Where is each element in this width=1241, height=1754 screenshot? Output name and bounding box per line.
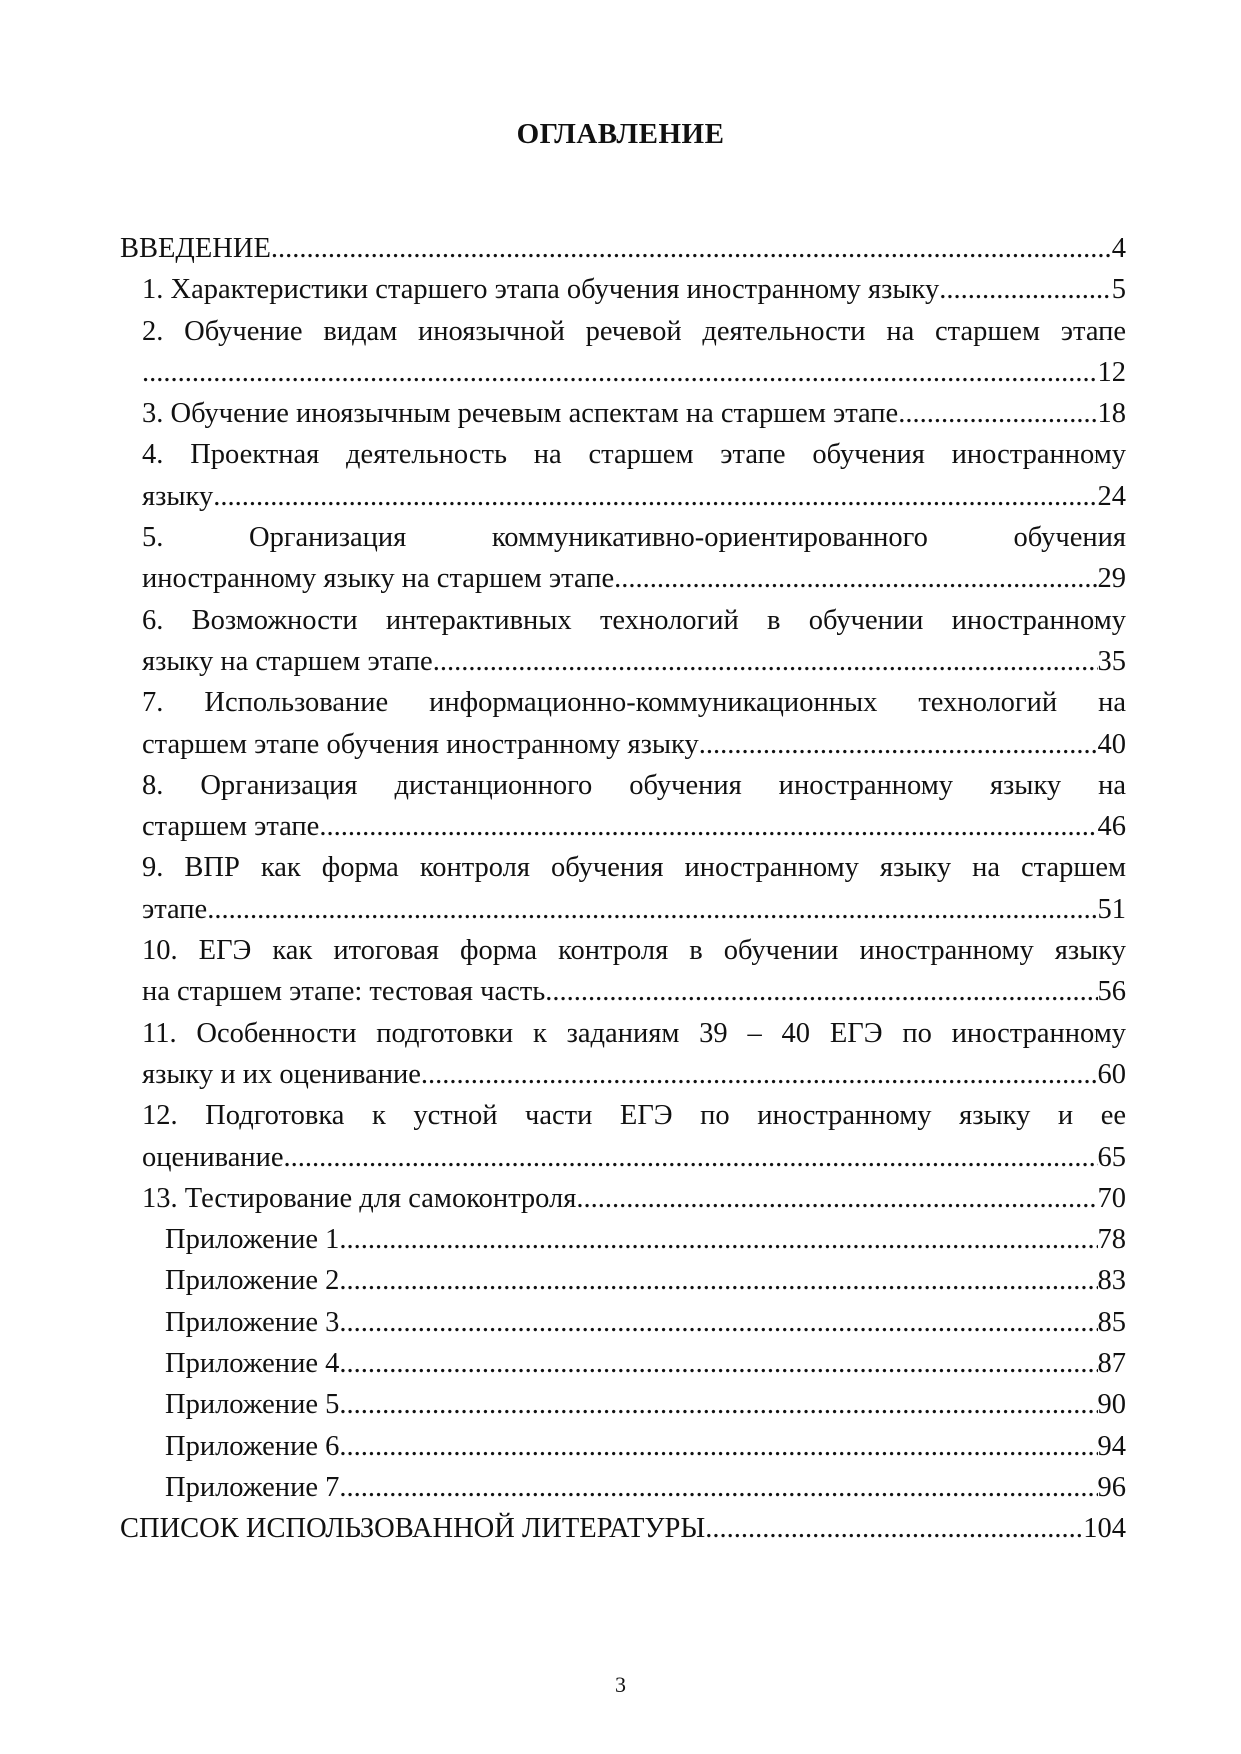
- dot-leader: [339, 1384, 1097, 1425]
- toc-entry-page: 29: [1097, 563, 1126, 595]
- dot-leader: [284, 1137, 1098, 1178]
- toc-entry-title-cont: языку на старшем этапе: [142, 645, 433, 677]
- toc-entry-title-cont: старшем этапе: [142, 811, 320, 843]
- toc-entry-4[interactable]: [120, 434, 1126, 517]
- toc-entry-page: 40: [1097, 728, 1126, 760]
- toc-entry-title: 9. ВПР как форма контроля обучения иностранному языку на старшем: [142, 852, 1126, 884]
- toc-entry-page: 70: [1097, 1182, 1126, 1214]
- toc-entry-page: 12: [1097, 356, 1126, 388]
- toc-entry-13[interactable]: [120, 1178, 1126, 1219]
- toc-entry-appendix-5[interactable]: [120, 1384, 1126, 1425]
- toc-entry-page: 96: [1097, 1471, 1126, 1503]
- toc-title: ОГЛАВЛЕНИЕ: [516, 118, 725, 150]
- toc-entry-page: 85: [1097, 1306, 1126, 1338]
- toc-entry-title-cont: языку: [142, 480, 214, 512]
- toc-entry-title: ВВЕДЕНИЕ: [120, 233, 271, 264]
- toc-entry-title: Приложение 2: [165, 1265, 340, 1297]
- toc-entry-2[interactable]: [120, 311, 1126, 394]
- dot-leader: [339, 1302, 1097, 1343]
- toc-entry-3[interactable]: [120, 393, 1126, 434]
- dot-leader: [705, 1508, 1083, 1549]
- dot-leader: [699, 724, 1098, 765]
- toc-entry-9[interactable]: [120, 847, 1126, 930]
- table-of-contents: [120, 228, 1126, 1550]
- toc-entry-page: 4: [1111, 233, 1126, 264]
- toc-entry-continuation: [142, 889, 1126, 930]
- toc-entry-title-cont: старшем этапе обучения иностранному языку: [142, 728, 699, 760]
- toc-entry-continuation: [142, 971, 1126, 1012]
- toc-entry-page: 24: [1097, 480, 1126, 512]
- toc-entry-appendix-3[interactable]: [120, 1302, 1126, 1343]
- toc-entry-title: Приложение 4: [165, 1348, 340, 1380]
- dot-leader: [614, 558, 1097, 599]
- toc-entry-title-cont: оценивание: [142, 1141, 284, 1173]
- toc-entry-continuation: [142, 1137, 1126, 1178]
- toc-entry-title: Приложение 3: [165, 1306, 340, 1338]
- toc-entry-page: 5: [1111, 274, 1126, 306]
- toc-entry-appendix-1[interactable]: [120, 1219, 1126, 1260]
- toc-entry-title: 1. Характеристики старшего этапа обучения иностранному языку: [142, 274, 940, 306]
- dot-leader: [207, 889, 1097, 930]
- toc-entry-title: СПИСОК ИСПОЛЬЗОВАННОЙ ЛИТЕРАТУРЫ: [120, 1513, 706, 1545]
- dot-leader: [142, 352, 1098, 393]
- toc-entry-appendix-6[interactable]: [120, 1426, 1126, 1467]
- dot-leader: [898, 393, 1097, 434]
- toc-entry-title: 7. Использование информационно-коммуникационных технологий на: [142, 687, 1126, 719]
- toc-entry-title: 11. Особенности подготовки к заданиям 39 – 40 ЕГЭ по иностранному: [142, 1017, 1126, 1049]
- toc-entry-10[interactable]: [120, 930, 1126, 1013]
- toc-entry-title-cont: на старшем этапе: тестовая часть: [142, 976, 546, 1008]
- toc-entry-page: 104: [1083, 1513, 1126, 1545]
- toc-entry-page: 35: [1097, 645, 1126, 677]
- dot-leader: [339, 1343, 1097, 1384]
- toc-entry-page: 65: [1097, 1141, 1126, 1173]
- dot-leader: [339, 1219, 1097, 1260]
- toc-entry-page: 83: [1097, 1265, 1126, 1297]
- toc-entry-title: Приложение 6: [165, 1430, 340, 1462]
- toc-entry-title: 6. Возможности интерактивных технологий в обучении иностранному: [142, 604, 1126, 636]
- toc-entry-7[interactable]: [120, 682, 1126, 765]
- toc-entry-continuation: [142, 806, 1126, 847]
- dot-leader: [545, 971, 1097, 1012]
- toc-entry-1[interactable]: [120, 269, 1126, 310]
- toc-entry-title: 8. Организация дистанционного обучения иностранному языку на: [142, 769, 1126, 801]
- dot-leader: [319, 806, 1097, 847]
- toc-entry-title: 12. Подготовка к устной части ЕГЭ по иностранному языку и ее: [142, 1100, 1126, 1132]
- toc-entry-continuation: [142, 724, 1126, 765]
- toc-entry-appendix-2[interactable]: [120, 1260, 1126, 1301]
- dot-leader: [213, 476, 1097, 517]
- dot-leader: [433, 641, 1098, 682]
- toc-entry-references[interactable]: [120, 1508, 1126, 1549]
- toc-entry-title: Приложение 7: [165, 1471, 340, 1503]
- dot-leader: [421, 1054, 1098, 1095]
- toc-entry-continuation: [142, 476, 1126, 517]
- dot-leader: [576, 1178, 1097, 1219]
- toc-entry-title: Приложение 5: [165, 1389, 340, 1421]
- toc-entry-page: 46: [1097, 811, 1126, 843]
- toc-entry-title: 5. Организация коммуникативно-ориентированного обучения: [142, 522, 1126, 554]
- toc-entry-continuation: [142, 352, 1126, 393]
- toc-entry-continuation: [142, 558, 1126, 599]
- dot-leader: [939, 269, 1112, 310]
- toc-entry-introduction[interactable]: [120, 228, 1126, 269]
- toc-entry-continuation: [142, 1054, 1126, 1095]
- toc-entry-page: 51: [1097, 893, 1126, 925]
- toc-entry-page: 90: [1097, 1389, 1126, 1421]
- toc-entry-page: 56: [1097, 976, 1126, 1008]
- dot-leader: [339, 1426, 1097, 1467]
- toc-entry-title-cont: языку и их оценивание: [142, 1058, 421, 1090]
- toc-entry-page: 78: [1097, 1224, 1126, 1256]
- toc-entry-title: 3. Обучение иноязычным речевым аспектам на старшем этапе: [142, 398, 899, 430]
- toc-entry-page: 18: [1097, 398, 1126, 430]
- toc-entry-12[interactable]: [120, 1095, 1126, 1178]
- toc-entry-11[interactable]: [120, 1013, 1126, 1096]
- toc-entry-page: 94: [1097, 1430, 1126, 1462]
- dot-leader: [339, 1260, 1097, 1301]
- toc-entry-title: Приложение 1: [165, 1224, 340, 1256]
- dot-leader: [339, 1467, 1097, 1508]
- toc-entry-appendix-4[interactable]: [120, 1343, 1126, 1384]
- toc-entry-5[interactable]: [120, 517, 1126, 600]
- toc-entry-title: 10. ЕГЭ как итоговая форма контроля в обучении иностранному языку: [142, 935, 1126, 967]
- page-number: 3: [615, 1672, 626, 1697]
- toc-entry-6[interactable]: [120, 600, 1126, 683]
- toc-entry-page: 60: [1097, 1058, 1126, 1090]
- toc-entry-8[interactable]: [120, 765, 1126, 848]
- toc-entry-page: 87: [1097, 1348, 1126, 1380]
- toc-entry-title-cont: этапе: [142, 893, 208, 925]
- toc-entry-continuation: [142, 641, 1126, 682]
- dot-leader: [271, 228, 1112, 269]
- toc-entry-title-cont: иностранному языку на старшем этапе: [142, 563, 615, 595]
- toc-entry-appendix-7[interactable]: [120, 1467, 1126, 1508]
- toc-entry-title: 4. Проектная деятельность на старшем этапе обучения иностранному: [142, 439, 1126, 471]
- toc-entry-title: 13. Тестирование для самоконтроля: [142, 1182, 577, 1214]
- toc-entry-title: 2. Обучение видам иноязычной речевой деятельности на старшем этапе: [142, 315, 1126, 347]
